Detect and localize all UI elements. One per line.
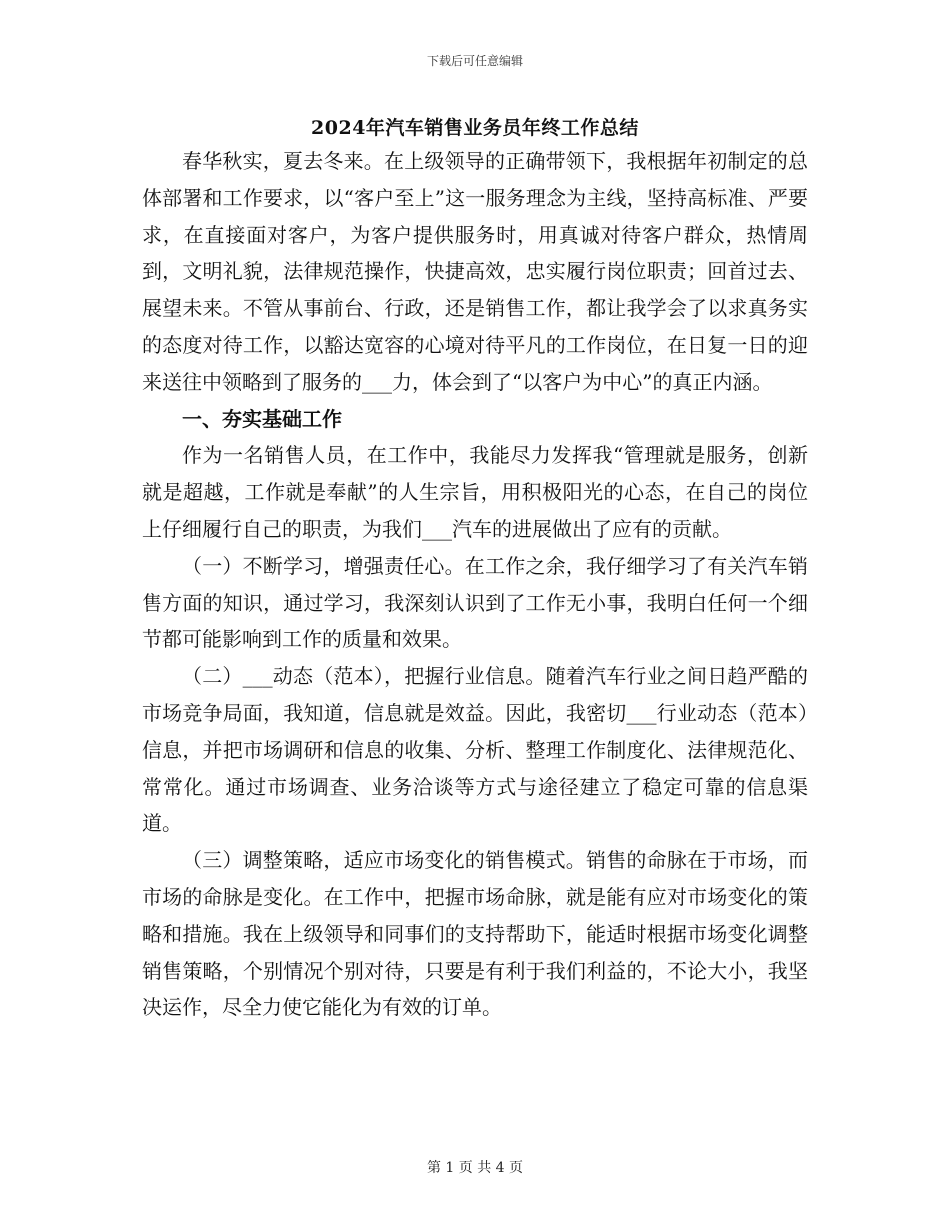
page-indicator: 第 1 页 共 4 页 <box>426 1160 524 1176</box>
document-body <box>142 143 808 1026</box>
paragraph-role: 作为一名销售人员，在工作中，我能尽力发挥我“管理就是服务，创新就是超越，工作就是奉献”的人生宗旨，用积极阳光的心态，在自己的岗位上仔细履行自己的职责，为我们___汽车的进展做出了应有的贡献。 <box>142 443 808 541</box>
paragraph-item-2: （二）___动态（范本），把握行业信息。随着汽车行业之间日趋严酷的市场竞争局面，我知道，信息就是效益。因此，我密切___行业动态（范本）信息，并把市场调研和信息的收集、分析、整理工作制度化、法律规范化、常常化。通过市场调查、业务洽谈等方式与途径建立了稳定可靠的信息渠道。 <box>142 664 808 836</box>
paragraph-item-1: （一）不断学习，增强责任心。在工作之余，我仔细学习了有关汽车销售方面的知识，通过学习，我深刻认识到了工作无小事，我明白任何一个细节都可能影响到工作的质量和效果。 <box>142 553 808 652</box>
document-title: 2024年汽车销售业务员年终工作总结 <box>311 117 639 139</box>
header-note: 下载后可任意编辑 <box>426 54 523 68</box>
paragraph-item-3: （三）调整策略，适应市场变化的销售模式。销售的命脉在于市场，而市场的命脉是变化。在工作中，把握市场命脉，就是能有应对市场变化的策略和措施。我在上级领导和同事们的支持帮助下，能适时根据市场变化调整销售策略，个别情况个别对待，只要是有利于我们利益的，不论大小，我坚决运作，尽全力使它能化为有效的订单。 <box>142 848 808 1020</box>
section-heading-foundation: 一、夯实基础工作 <box>182 406 342 431</box>
paragraph-intro: 春华秋实，夏去冬来。在上级领导的正确带领下，我根据年初制定的总体部署和工作要求，以“客户至上”这一服务理念为主线，坚持高标准、严要求，在直接面对客户，为客户提供服务时，用真诚对待客户群众，热情周到，文明礼貌，法律规范操作，快捷高效，忠实履行岗位职责；回首过去、展望未来。不管从事前台、行政，还是销售工作，都让我学会了以求真务实的态度对待工作，以豁达宽容的心境对待平凡的工作岗位，在日复一日的迎来送往中领略到了服务的___力，体会到了“以客户为中心”的真正内涵。 <box>142 149 808 394</box>
